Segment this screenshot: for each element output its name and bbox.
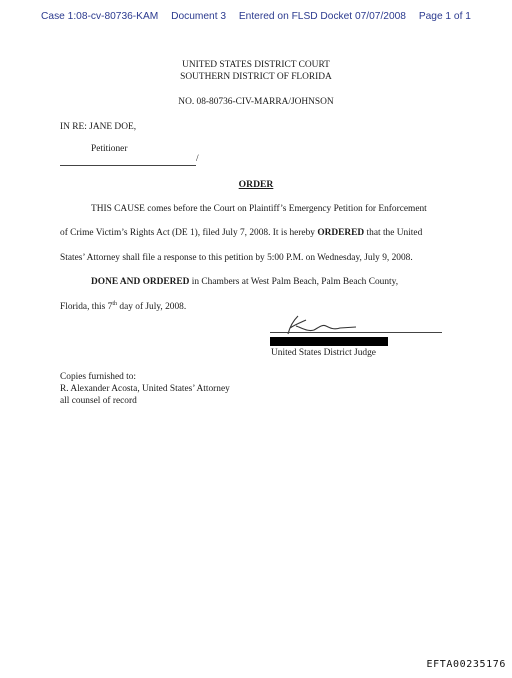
order-line-1: THIS CAUSE comes before the Court on Plaintiff’s Emergency Petition for Enforcement [91,204,427,214]
done-date-b: day of July, 2008. [117,302,187,313]
order-title: ORDER [238,179,274,190]
petitioner-label: Petitioner [91,144,128,154]
order-line-2-end: that the United [364,228,423,238]
ordered-word: ORDERED [317,228,365,238]
done-date-a: Florida, this 7 [60,302,113,313]
bates-number: EFTA00235176 [426,659,506,670]
done-and-ordered: DONE AND ORDERED [91,277,190,287]
copies-heading: Copies furnished to: [60,372,137,382]
copies-recipient-2: all counsel of record [60,396,137,406]
order-line-2 [60,228,422,238]
in-re-caption: IN RE: JANE DOE, [60,122,137,132]
order-line-2-text: of Crime Victim’s Rights Act (DE 1), filed July 7, 2008. It is hereby [60,228,318,238]
order-line-3: States’ Attorney shall file a response to this petition by 5:00 P.M. on Wednesday, July 9, 2008. [60,253,413,263]
done-line-1 [91,277,398,287]
copies-recipient-1: R. Alexander Acosta, United States’ Attorney [60,384,230,394]
signature-rule [270,332,442,333]
case-number: Case 1:08-cv-80736-KAM [41,11,159,22]
court-district: SOUTHERN DISTRICT OF FLORIDA [180,72,332,82]
judge-signature [268,312,448,340]
case-number-line: NO. 08-80736-CIV-MARRA/JOHNSON [178,97,334,107]
done-line-1-text: in Chambers at West Palm Beach, Palm Beach County, [189,277,399,287]
docket-entry: Entered on FLSD Docket 07/07/2008 [238,11,406,22]
order-title-wrap [0,179,512,190]
caption-slash: / [196,154,199,164]
judge-title: United States District Judge [271,348,376,358]
date-suffix: th [112,301,118,307]
docket-header [0,11,512,22]
redaction-box [270,337,388,346]
caption-rule [60,165,196,166]
done-line-2 [60,301,186,312]
page-number: Page 1 of 1 [418,11,471,22]
document-number: Document 3 [171,11,227,22]
court-name: UNITED STATES DISTRICT COURT [182,60,330,70]
